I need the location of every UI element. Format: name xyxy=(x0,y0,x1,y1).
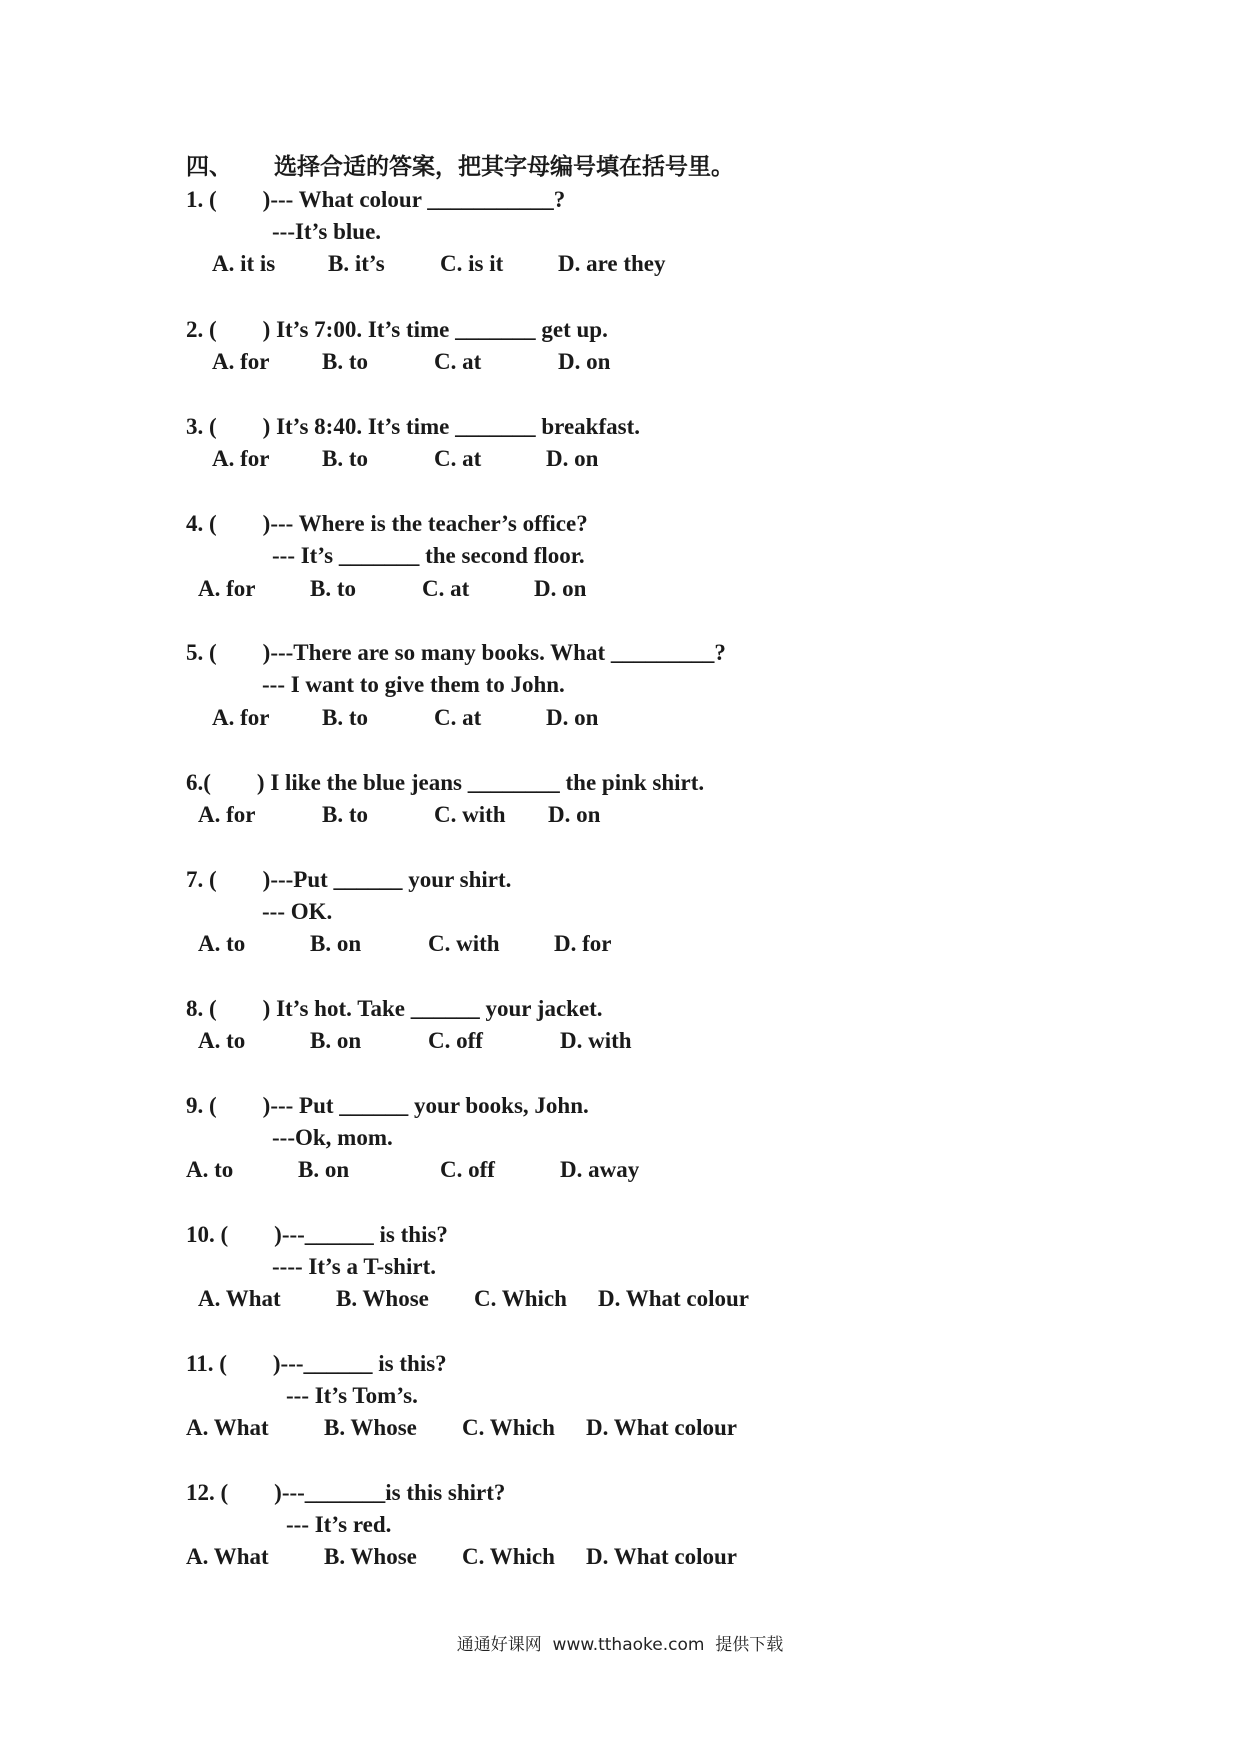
question-8-stem: 8. ( ) It’s hot. Take ______ your jacket. xyxy=(186,996,603,1021)
question-2-option-c: C. at xyxy=(434,349,482,374)
section-instruction: 选择合适的答案，把其字母编号填在括号里。 xyxy=(274,154,734,180)
question-9-stem: 9. ( )--- Put ______ your books, John. xyxy=(186,1093,589,1118)
question-10-option-c: C. Which xyxy=(474,1286,567,1311)
section-number: 四、 xyxy=(186,154,232,180)
question-6-option-c: C. with xyxy=(434,802,506,827)
question-1-reply: ---It’s blue. xyxy=(272,219,382,244)
question-2-option-d: D. on xyxy=(558,349,611,374)
question-11-reply: --- It’s Tom’s. xyxy=(286,1383,418,1408)
question-5-stem: 5. ( )---There are so many books. What _________? xyxy=(186,640,726,665)
question-9-option-b: B. on xyxy=(298,1157,350,1182)
question-9-option-d: D. away xyxy=(560,1157,640,1182)
question-6-option-d: D. on xyxy=(548,802,601,827)
question-8-option-d: D. with xyxy=(560,1028,632,1053)
question-11-option-d: D. What colour xyxy=(586,1415,737,1440)
question-3-option-b: B. to xyxy=(322,446,368,471)
question-3-option-c: C. at xyxy=(434,446,482,471)
question-3-option-d: D. on xyxy=(546,446,599,471)
question-12-stem: 12. ( )---_______is this shirt? xyxy=(186,1480,506,1505)
question-4-reply: --- It’s _______ the second floor. xyxy=(272,543,585,568)
question-10-option-b: B. Whose xyxy=(336,1286,429,1311)
question-2-option-b: B. to xyxy=(322,349,368,374)
question-7-option-a: A. to xyxy=(198,931,246,956)
question-7-option-c: C. with xyxy=(428,931,500,956)
question-7-stem: 7. ( )---Put ______ your shirt. xyxy=(186,867,512,892)
question-6-option-b: B. to xyxy=(322,802,368,827)
question-5-reply: --- I want to give them to John. xyxy=(262,672,565,697)
question-3-option-a: A. for xyxy=(212,446,270,471)
question-11-option-c: C. Which xyxy=(462,1415,555,1440)
footer-suffix: 提供下载 xyxy=(715,1635,784,1655)
question-10-option-d: D. What colour xyxy=(598,1286,749,1311)
question-3-stem: 3. ( ) It’s 8:40. It’s time _______ breakfast. xyxy=(186,414,640,439)
question-11-option-a: A. What xyxy=(186,1415,269,1440)
question-11-option-b: B. Whose xyxy=(324,1415,417,1440)
question-1-option-d: D. are they xyxy=(558,251,666,276)
question-12-reply: --- It’s red. xyxy=(286,1512,392,1537)
question-12-option-a: A. What xyxy=(186,1544,269,1569)
question-7-option-b: B. on xyxy=(310,931,362,956)
question-9-option-c: C. off xyxy=(440,1157,495,1182)
question-8-option-c: C. off xyxy=(428,1028,483,1053)
question-1-option-a: A. it is xyxy=(212,251,276,276)
question-8-option-b: B. on xyxy=(310,1028,362,1053)
question-12-option-b: B. Whose xyxy=(324,1544,417,1569)
question-4-option-a: A. for xyxy=(198,576,256,601)
question-5-option-a: A. for xyxy=(212,705,270,730)
question-6-option-a: A. for xyxy=(198,802,256,827)
page-footer xyxy=(0,1630,1240,1655)
question-12-option-c: C. Which xyxy=(462,1544,555,1569)
question-5-option-b: B. to xyxy=(322,705,368,730)
question-1-option-b: B. it’s xyxy=(328,251,385,276)
question-10-stem: 10. ( )---______ is this? xyxy=(186,1222,448,1247)
question-4-stem: 4. ( )--- Where is the teacher’s office? xyxy=(186,511,588,536)
question-10-reply: ---- It’s a T-shirt. xyxy=(272,1254,436,1279)
footer-site-name: 通通好课网 xyxy=(456,1635,542,1655)
question-5-option-d: D. on xyxy=(546,705,599,730)
question-7-reply: --- OK. xyxy=(262,899,333,924)
question-9-option-a: A. to xyxy=(186,1157,234,1182)
question-11-stem: 11. ( )---______ is this? xyxy=(186,1351,447,1376)
question-8-option-a: A. to xyxy=(198,1028,246,1053)
question-6-stem: 6.( ) I like the blue jeans ________ the pink shirt. xyxy=(186,770,705,795)
footer-url: www.tthaoke.com xyxy=(552,1635,705,1655)
question-4-option-c: C. at xyxy=(422,576,470,601)
question-4-option-d: D. on xyxy=(534,576,587,601)
question-1-stem: 1. ( )--- What colour ___________? xyxy=(186,187,566,212)
question-2-option-a: A. for xyxy=(212,349,270,374)
question-9-reply: ---Ok, mom. xyxy=(272,1125,393,1150)
question-1-option-c: C. is it xyxy=(440,251,504,276)
question-12-option-d: D. What colour xyxy=(586,1544,737,1569)
question-4-option-b: B. to xyxy=(310,576,356,601)
question-2-stem: 2. ( ) It’s 7:00. It’s time _______ get up. xyxy=(186,317,608,342)
question-7-option-d: D. for xyxy=(554,931,612,956)
question-10-option-a: A. What xyxy=(198,1286,281,1311)
question-5-option-c: C. at xyxy=(434,705,482,730)
